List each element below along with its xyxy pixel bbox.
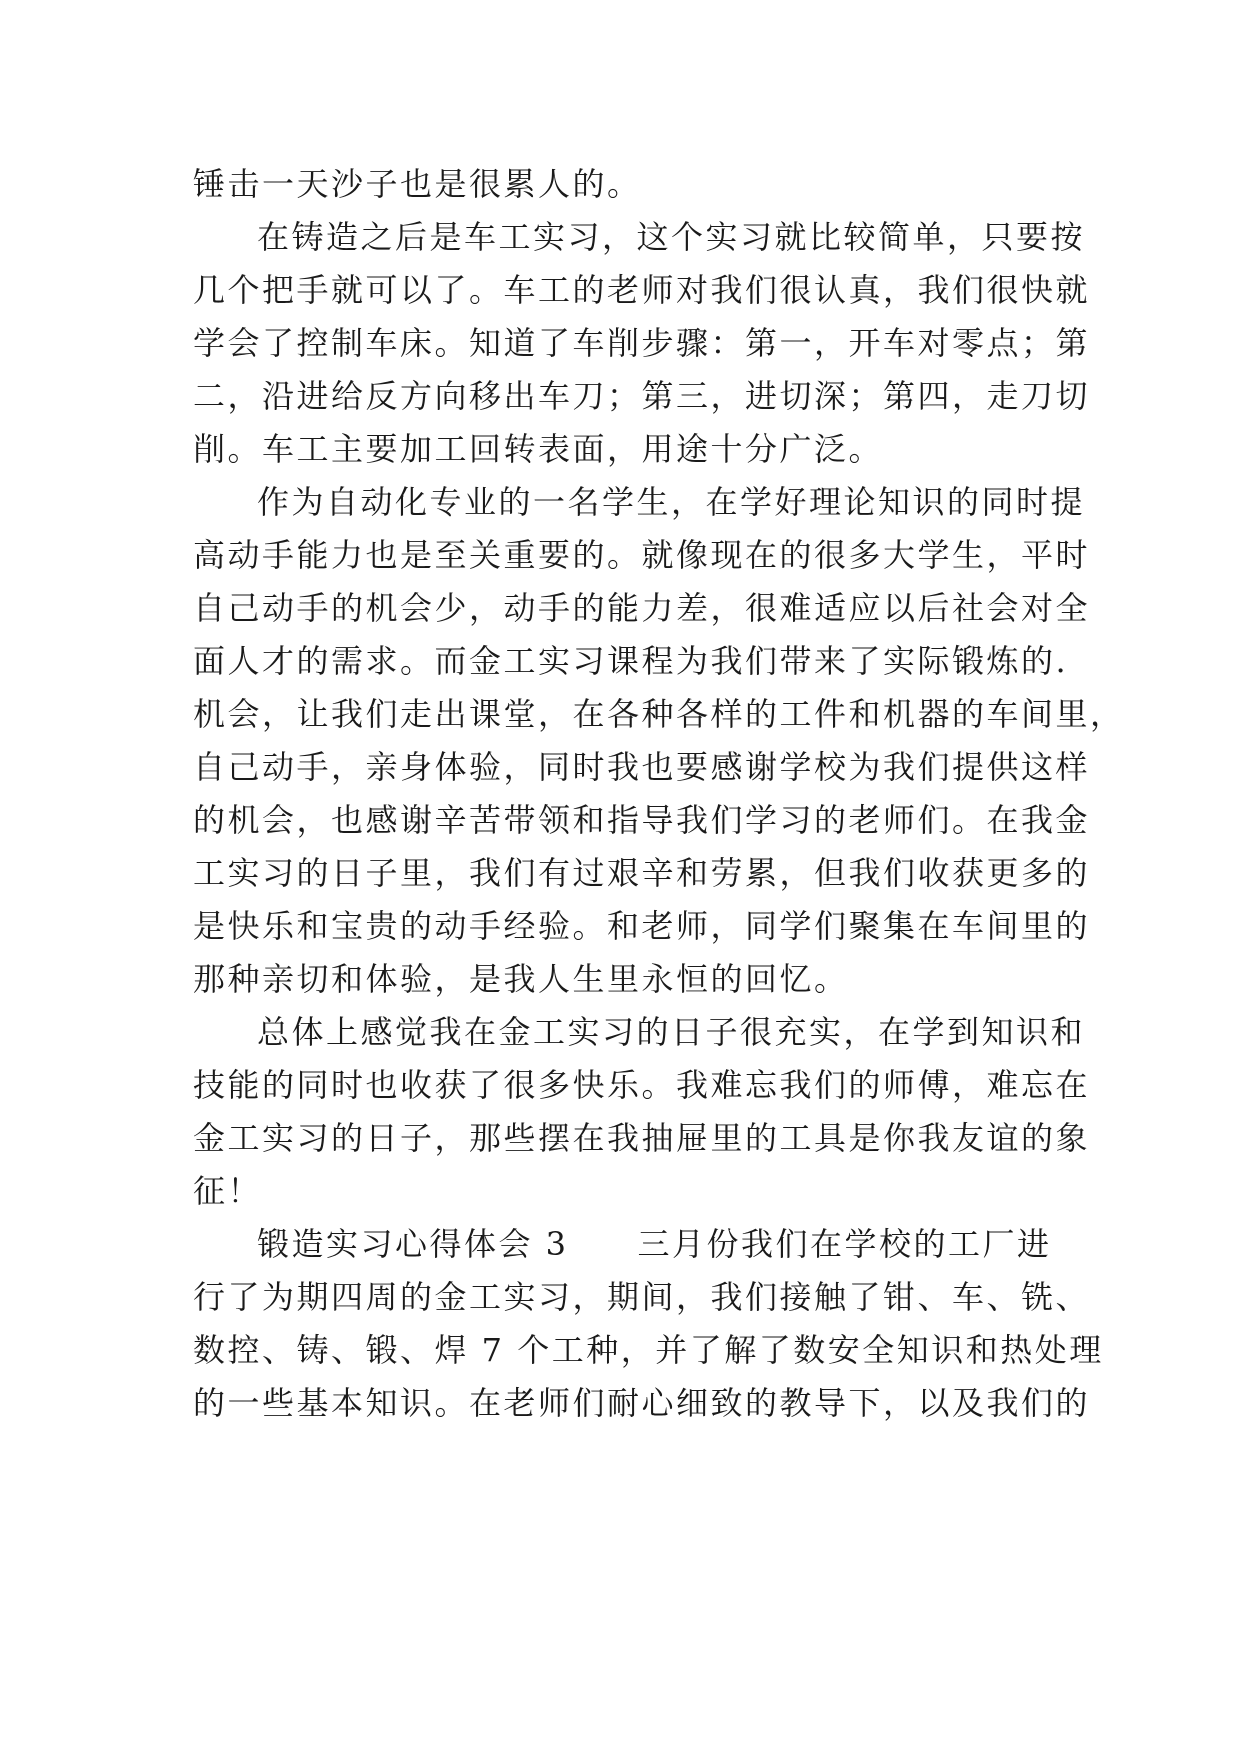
text-line: 二，沿进给反方向移出车刀；第三，进切深；第四，走刀切 <box>193 377 1091 415</box>
paragraph-first-line: 作为自动化专业的一名学生，在学好理论知识的同时提 <box>257 483 1086 521</box>
text-line: 面人才的需求。而金工实习课程为我们带来了实际锻炼的. <box>193 642 1069 680</box>
text-line: 那种亲切和体验，是我人生里永恒的回忆。 <box>193 960 849 998</box>
text-line: 自己动手的机会少，动手的能力差，很难适应以后社会对全 <box>193 589 1091 627</box>
text-line: 行了为期四周的金工实习，期间，我们接触了钳、车、铣、 <box>193 1278 1091 1316</box>
text-line: 是快乐和宝贵的动手经验。和老师，同学们聚集在车间里的 <box>193 907 1091 945</box>
text-line: 学会了控制车床。知道了车削步骤：第一，开车对零点；第 <box>193 324 1091 362</box>
document-body <box>193 158 1125 1430</box>
text-line: 几个把手就可以了。车工的老师对我们很认真，我们很快就 <box>193 271 1091 309</box>
text-line: 工实习的日子里，我们有过艰辛和劳累，但我们收获更多的 <box>193 854 1091 892</box>
text-line: 征！ <box>193 1172 263 1210</box>
text-line: 金工实习的日子，那些摆在我抽屉里的工具是你我友谊的象 <box>193 1119 1091 1157</box>
text-line: 削。车工主要加工回转表面，用途十分广泛。 <box>193 430 884 468</box>
text-line: 机会，让我们走出课堂，在各种各样的工件和机器的车间里， <box>193 695 1125 733</box>
text-line: 锤击一天沙子也是很累人的。 <box>193 165 642 203</box>
paragraph-first-line: 在铸造之后是车工实习，这个实习就比较简单，只要按 <box>257 218 1086 256</box>
text-line: 的一些基本知识。在老师们耐心细致的教导下，以及我们的 <box>193 1384 1091 1422</box>
text-line: 的机会，也感谢辛苦带领和指导我们学习的老师们。在我金 <box>193 801 1091 839</box>
text-line: 技能的同时也收获了很多快乐。我难忘我们的师傅，难忘在 <box>193 1066 1091 1104</box>
section-heading-line: 锻造实习心得体会 3 三月份我们在学校的工厂进 <box>257 1225 1052 1263</box>
text-line: 数控、铸、锻、焊 7 个工种，并了解了数安全知识和热处理 <box>193 1331 1104 1369</box>
paragraph-first-line: 总体上感觉我在金工实习的日子很充实，在学到知识和 <box>257 1013 1086 1051</box>
text-line: 自己动手，亲身体验，同时我也要感谢学校为我们提供这样 <box>193 748 1091 786</box>
text-line: 高动手能力也是至关重要的。就像现在的很多大学生，平时 <box>193 536 1091 574</box>
